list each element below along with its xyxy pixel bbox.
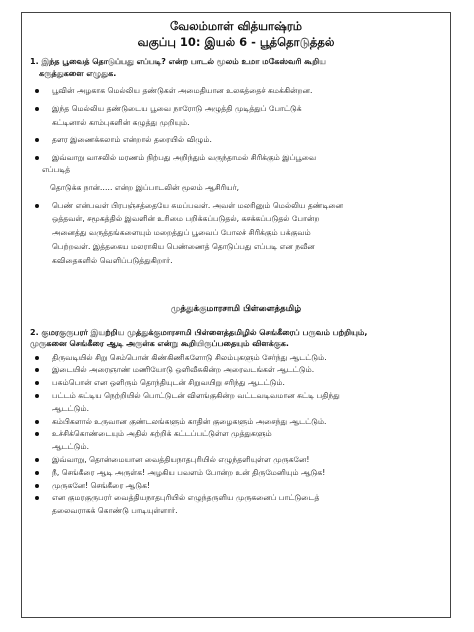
section-2-title: முத்துக்குமாரசாமி பிள்ளைத்தமிழ் xyxy=(170,303,302,314)
list-item-continuation: ஆடட்டும். xyxy=(52,403,89,413)
list-item: திருவடியில் சிறு செம்பொன் கிண்கிணிகளோடு சிலம்புகளும் சேர்ந்து ஆடட்டும். xyxy=(30,352,442,364)
bullet-icon xyxy=(35,484,39,488)
list-item: உச்சிக்கொண்டையும் அதில் சுற்றிக் கட்டப்பட்டுள்ள முத்துகளும் xyxy=(30,428,442,440)
bullet-icon xyxy=(35,394,39,398)
list-item-continuation: தலைவராகக் கொண்டு பாடியுள்ளார். xyxy=(52,506,178,516)
bullet-icon xyxy=(35,368,39,372)
answer-1-line-6: எப்படித் xyxy=(42,164,71,174)
bullet-icon xyxy=(35,420,39,424)
question-1-line-1: 1. இந்த பூவைத் தொடுப்பது எப்படி? என்ற பாடல் மூலம் உமா மகேஸ்வரி கூறிய xyxy=(30,57,326,66)
list-item: இவ்வாறு, தொன்மையான வைத்தியநாதபுரியில் எழுந்தளியுள்ள முருகனே! xyxy=(30,454,442,466)
title-block xyxy=(30,19,442,50)
list-item: பெண் என்பவள் பிரபஞ்சத்தையே சுமப்பவள். அவள் மலரினும் மெல்லிய தண்டினை xyxy=(30,200,442,212)
question-2-line-1: 2. குமரகுருபரர் இயற்றிய முத்துக்குமாரசாமி பிள்ளைத்தமிழில் செங்கீரைப் பருவம் பற்றியும், xyxy=(30,327,368,337)
unit-title: வகுப்பு 10: இயல் 6 - பூத்தொடுத்தல் xyxy=(137,35,335,49)
bullet-icon xyxy=(35,138,39,142)
bullet-icon xyxy=(35,381,39,385)
document-page xyxy=(21,12,451,618)
list-item: கம்பிகளால் உருவான குண்டலங்களும் காதின் குழைகளும் அசைந்து ஆடட்டும். xyxy=(30,416,442,428)
answer-1-line-7: தொடுக்க நான்….. என்ற இப்பாடலின் மூலம் ஆசிரியர், xyxy=(50,182,239,192)
answer-2-list xyxy=(30,352,442,517)
list-item: இடையில் அரைஞாண் மணியோடு ஒளிவீசுகின்ற அரைவடங்கள் ஆடட்டும். xyxy=(30,364,442,376)
list-item-continuation: ஆடட்டும். xyxy=(52,442,89,452)
bullet-icon xyxy=(35,156,39,160)
bullet-icon xyxy=(35,356,39,360)
bullet-icon xyxy=(35,471,39,475)
question-1-line-2: கருத்துகளை எழுதுக. xyxy=(39,68,117,78)
list-item-continuation: ஒத்தவள், சமூகத்தில் இவளின் உரிமை பறிக்கப்படுதல், கசக்கப்படுதல் போன்ற xyxy=(52,214,320,224)
question-2 xyxy=(30,327,442,350)
list-item-continuation: அனைத்து வருத்தங்களையும் மறைத்துப் பூவைப் போலச் சிரிக்கும் பக்குவம் xyxy=(52,228,311,238)
list-item: நீ, செங்கீரை ஆடி அருள்க! அழகிய பவளம் போன்ற உன் திருமேனியும் ஆடுக! xyxy=(30,467,442,479)
bullet-icon xyxy=(35,458,39,462)
bullet-icon xyxy=(35,89,39,93)
list-item-continuation: கட்டினால் காம்புகளின் கழுத்து முறியும். xyxy=(52,117,190,127)
list-item: பசும்பொன் என ஒளிரும் தொந்தியுடன் சிறுவயிறு சரிந்து ஆடட்டும். xyxy=(30,377,442,389)
question-1 xyxy=(30,56,442,79)
list-item: தளர இணைக்கலாம் என்றால் தரையில் விழும். xyxy=(30,134,442,146)
list-item: பூவின் அழகாக மெல்லிய தண்டுகள் அமைதியான உலகத்தைச் சுமக்கின்றன. xyxy=(30,85,442,97)
list-item: பட்டம் கட்டிய நெற்றியில் பொட்டுடன் விளங்குகின்ற வட்டவடிவமான சுட்டி பதிந்து xyxy=(30,390,442,402)
list-item: என குமரகுருபரர் வைத்தியநாதபுரியில் எழுந்தருளிய முருகனைப் பாட்டுடைத் xyxy=(30,492,442,504)
list-item: இவ்வாறு வாசலில் மரணம் நிற்பது அறிந்தும் வருந்தாமல் சிரிக்கும் இப்பூவை xyxy=(30,152,442,164)
bullet-icon xyxy=(35,107,39,111)
question-2-line-2: முருகனை செங்கீரை ஆடி அருள்க என்று கூறியிருப்பதையும் விளக்குக. xyxy=(30,339,289,349)
answer-1-list-2 xyxy=(30,200,442,267)
list-item-continuation: கவிதைகளில் வெளிப்படுத்துகிறார். xyxy=(52,255,173,265)
bullet-icon xyxy=(35,432,39,436)
list-item: முருகனே! செங்கீரை ஆடுக! xyxy=(30,480,442,492)
list-item: இந்த மெல்லிய தண்டுடைய பூவை நாரோடு அழுத்தி முடித்துப் போட்டுக் xyxy=(30,103,442,115)
school-name: வேலம்மாள் வித்யாஷ்ரம் xyxy=(169,19,303,33)
list-item-continuation: பெற்றவள். இத்தகைய மலராகிய பெண்ணைத் தொடுப்பது எப்படி என நவீன xyxy=(52,241,315,251)
bullet-icon xyxy=(35,204,39,208)
bullet-icon xyxy=(35,496,39,500)
answer-1-list xyxy=(30,85,442,164)
